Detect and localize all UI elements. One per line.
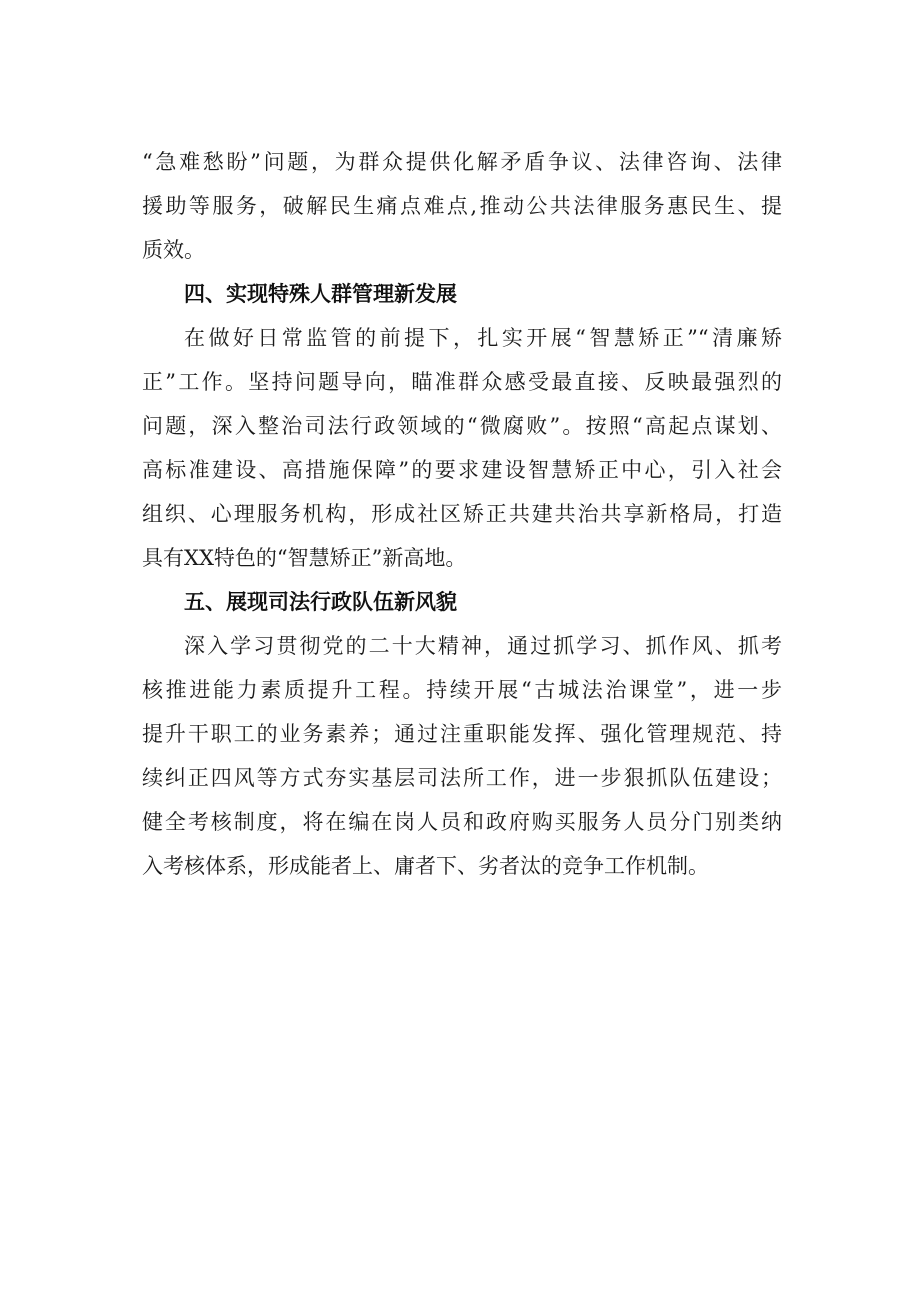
paragraph-line: 健全考核制度，将在编在岗人员和政府购买服务人员分门别类纳 bbox=[142, 810, 782, 834]
paragraph-line: 援助等服务，破解民生痛点难点,推动公共法律服务惠民生、提 bbox=[142, 194, 782, 218]
document-body bbox=[142, 140, 782, 888]
paragraph-line: 组织、心理服务机构，形成社区矫正共建共治共享新格局，打造 bbox=[142, 502, 782, 526]
section-heading-5: 五、展现司法行政队伍新风貌 bbox=[184, 590, 457, 614]
paragraph-line: 核推进能力素质提升工程。持续开展“古城法治课堂”，进一步 bbox=[142, 678, 782, 702]
section-4-paragraph bbox=[142, 316, 782, 580]
paragraph-line: 质效。 bbox=[142, 238, 205, 262]
paragraph-line: 在做好日常监管的前提下，扎实开展“智慧矫正”“清廉矫 bbox=[184, 326, 782, 350]
paragraph-line: 正”工作。坚持问题导向，瞄准群众感受最直接、反映最强烈的 bbox=[142, 370, 782, 394]
paragraph-line: 具有XX特色的“智慧矫正”新高地。 bbox=[142, 546, 467, 570]
section-heading-4: 四、实现特殊人群管理新发展 bbox=[184, 282, 457, 306]
section-5-paragraph bbox=[142, 624, 782, 888]
paragraph-line: 高标准建设、高措施保障”的要求建设智慧矫正中心，引入社会 bbox=[142, 458, 782, 482]
paragraph-line: 续纠正四风等方式夯实基层司法所工作，进一步狠抓队伍建设； bbox=[142, 766, 782, 790]
paragraph-line: 入考核体系，形成能者上、庸者下、劣者汰的竞争工作机制。 bbox=[142, 854, 709, 878]
paragraph-line: 提升干职工的业务素养；通过注重职能发挥、强化管理规范、持 bbox=[142, 722, 782, 746]
intro-paragraph bbox=[142, 140, 782, 272]
paragraph-line: 深入学习贯彻党的二十大精神，通过抓学习、抓作风、抓考 bbox=[184, 634, 782, 658]
paragraph-line: “急难愁盼”问题，为群众提供化解矛盾争议、法律咨询、法律 bbox=[142, 150, 782, 174]
paragraph-line: 问题，深入整治司法行政领域的“微腐败”。按照“高起点谋划、 bbox=[142, 414, 782, 438]
